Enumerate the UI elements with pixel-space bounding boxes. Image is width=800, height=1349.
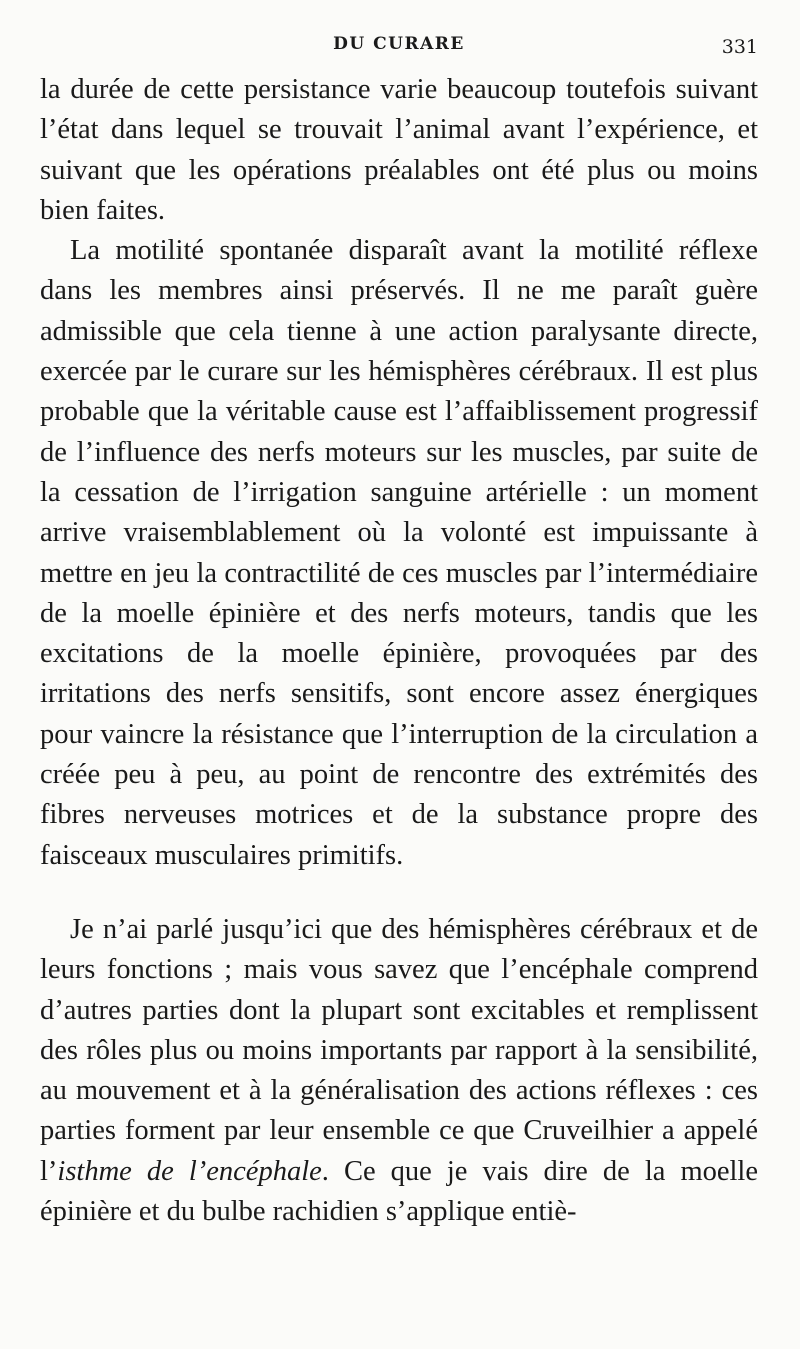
paragraph-text-before: Je n’ai parlé jusqu’ici que des hémisphères cérébraux et de leurs fonctions ; mais vous savez que l’encéphale comprend d’autres parties dont la plupart sont excitables et remplissent des rôles plus ou moins importants par rapport à la sensibilité, au mouvement et à la généralisation des actions réflexes : ces parties forment par leur ensemble ce que Cruveilhier a appelé l’ — [40, 913, 758, 1187]
paragraph-continued: la durée de cette persistance varie beaucoup toutefois suivant l’état dans lequel se trouvait l’animal avant l’expérience, et suivant que les opérations préalables ont été plus ou moins bien faites. — [40, 74, 758, 226]
running-title: DU CURARE — [333, 34, 465, 54]
page-number: 331 — [721, 36, 758, 58]
body-text — [40, 70, 758, 1232]
paragraph-motilite: La motilité spontanée disparaît avant la motilité réflexe dans les membres ainsi préservés. Il ne me paraît guère admissible que cela tienne à une action paralysante directe, exercée par le curare sur les hémisphères cérébraux. Il est plus probable que la véritable cause est l’affaiblissement progressif de l’influence des nerfs moteurs sur les muscles, par suite de la cessation de l’irrigation sanguine artérielle : un moment arrive vraisemblablement où la volonté est impuissante à mettre en jeu la contractilité de ces muscles par l’intermédiaire de la moelle épinière et des nerfs moteurs, tandis que les excitations de la moelle épinière, provoquées par des irritations des nerfs sensitifs, sont encore assez énergiques pour vaincre la résistance que l’interruption de la circulation a créée peu à peu, au point de rencontre des extrémités des fibres nerveuses motrices et de la substance propre des faisceaux musculaires primitifs. — [40, 235, 758, 871]
running-head — [40, 34, 758, 60]
italic-term: isthme de l’encéphale — [57, 1155, 322, 1187]
paragraph-text-after: . Ce que je vais dire de la moelle épinière et du bulbe rachidien s’applique entiè- — [40, 1155, 758, 1228]
paragraph-encephale — [40, 910, 758, 1232]
